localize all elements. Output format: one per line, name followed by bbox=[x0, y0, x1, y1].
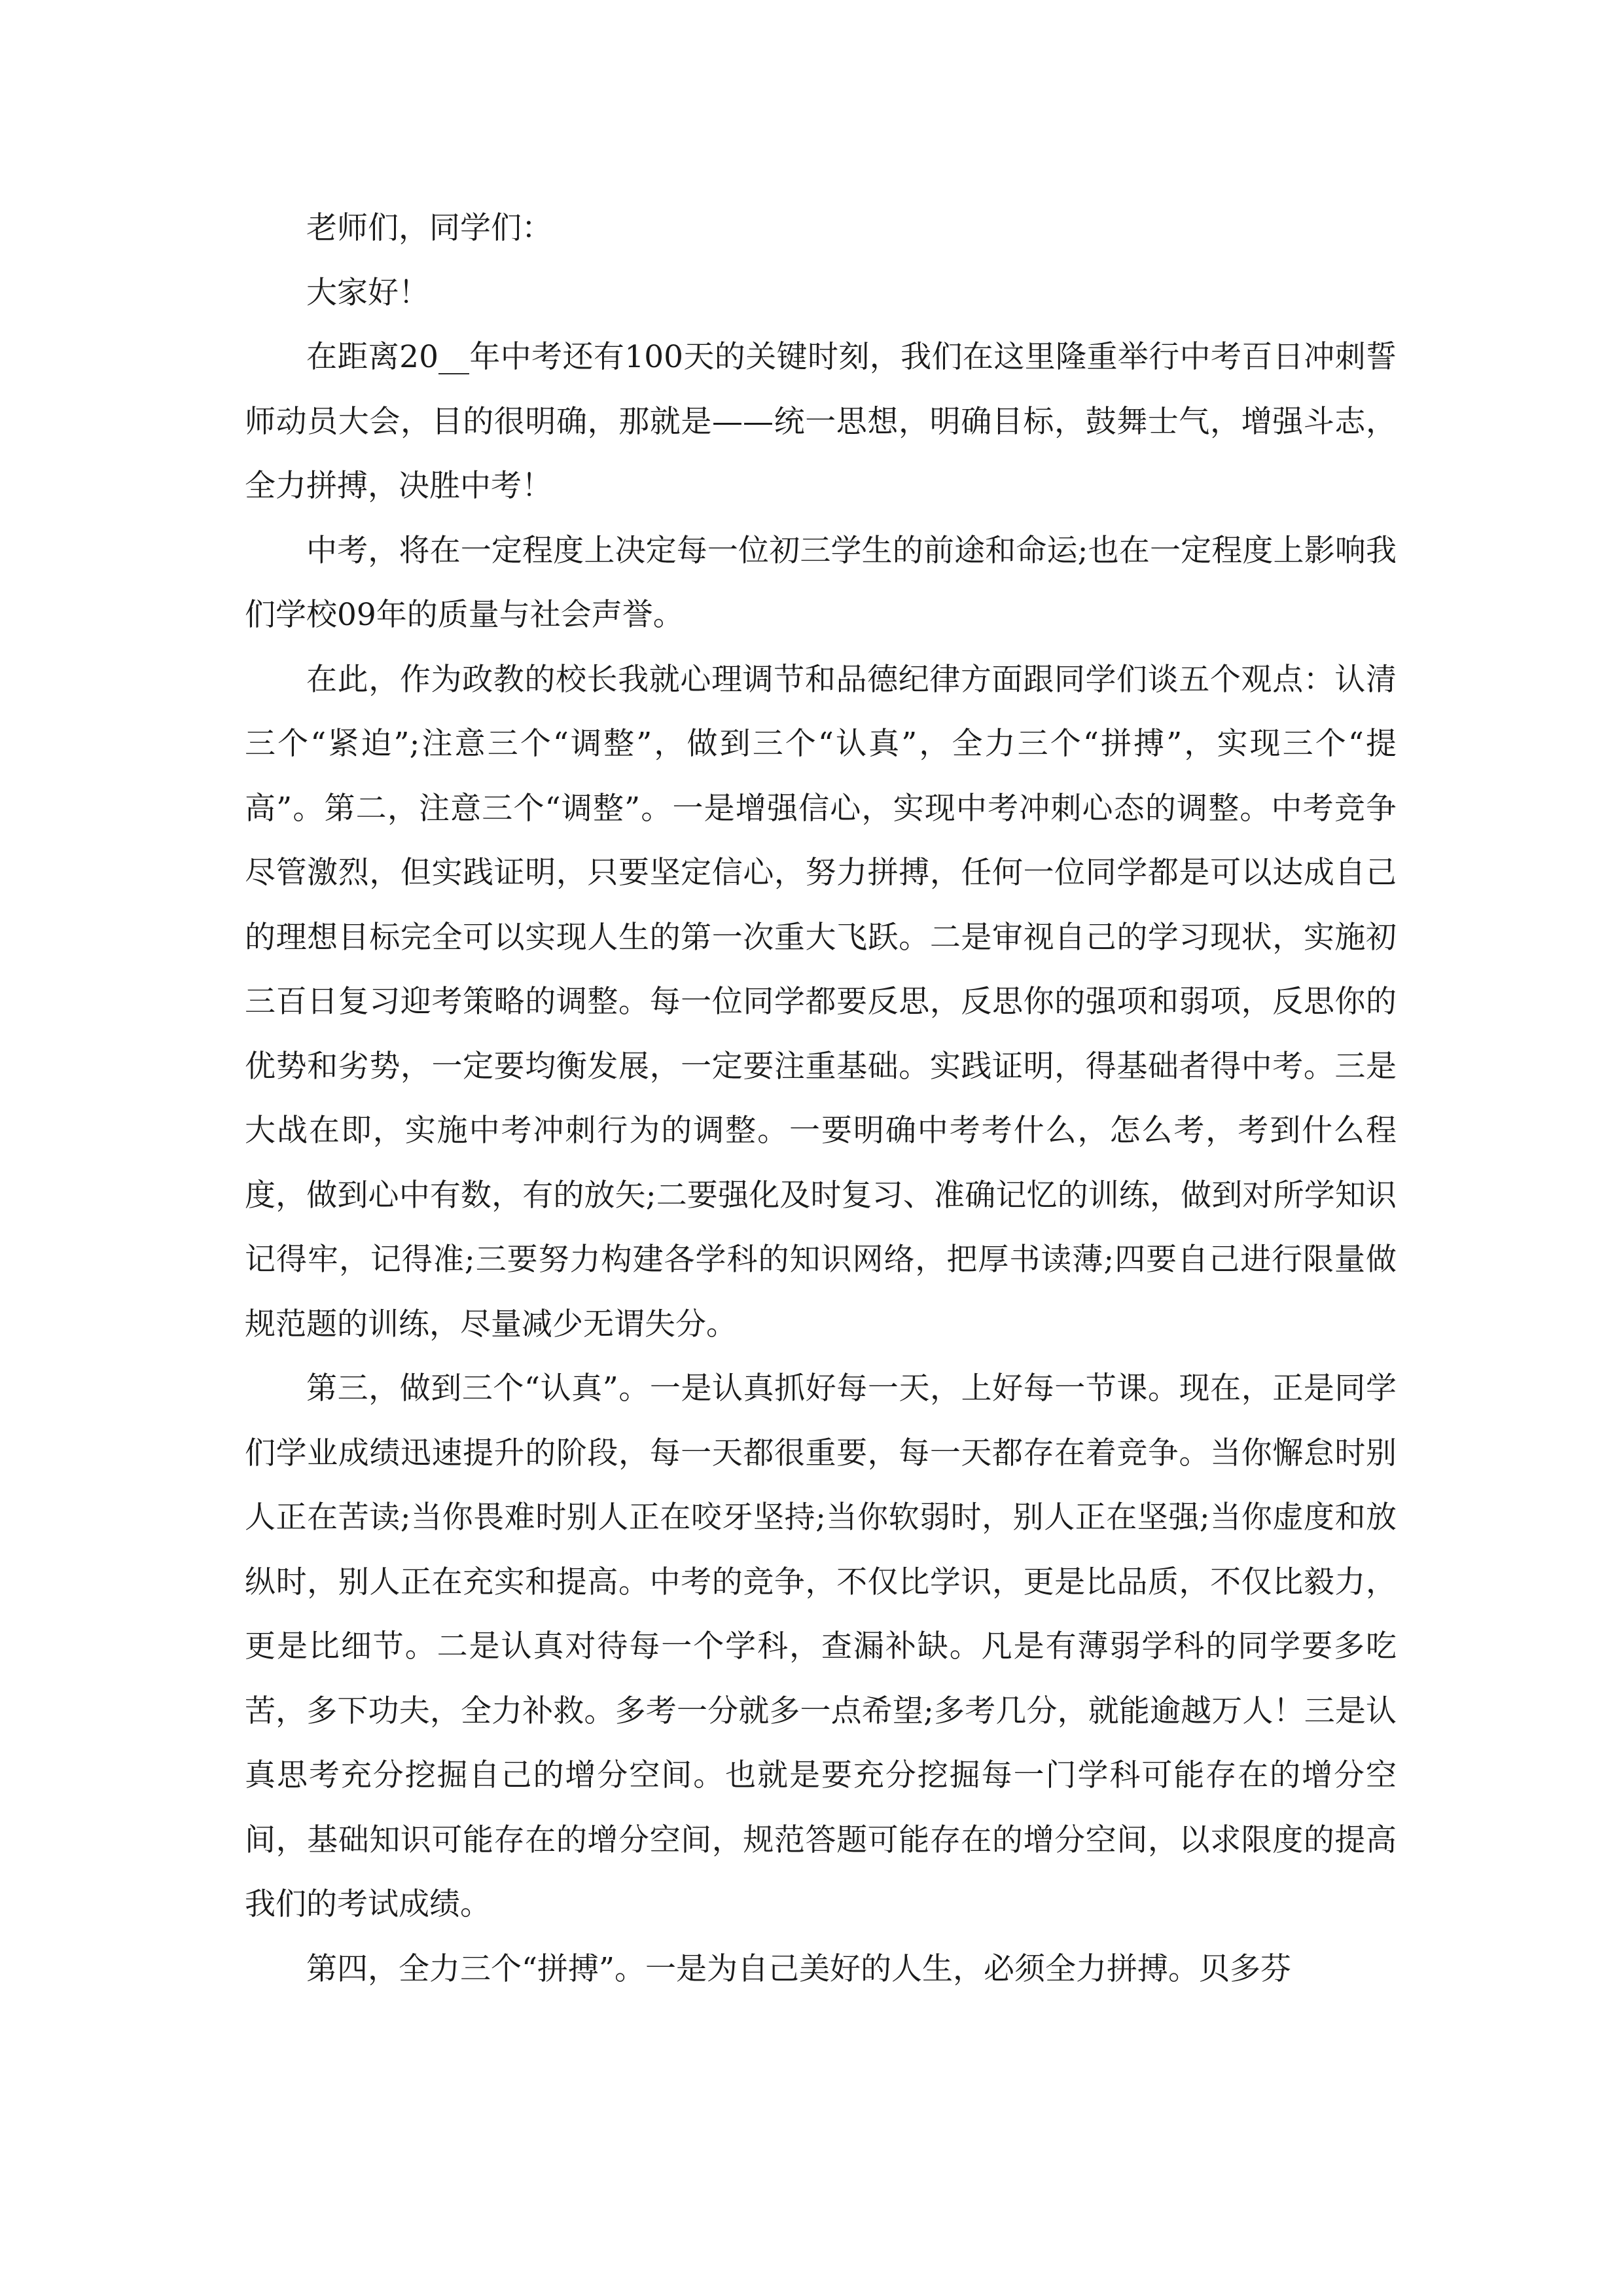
paragraph-striving: 第四，全力三个“拼搏”。一是为自己美好的人生，必须全力拼搏。贝多芬 bbox=[306, 1950, 1292, 1987]
paragraph-salutation: 老师们，同学们： bbox=[306, 210, 552, 246]
document-body bbox=[245, 196, 1397, 2001]
paragraph-adjustments: 在此，作为政教的校长我就心理调节和品德纪律方面跟同学们谈五个观点：认清三个“紧迫”;注意三个“调整”，做到三个“认真”，全力三个“拼搏”，实现三个“提高”。第二，注意三个“调整”。一是增强信心，实现中考冲刺心态的调整。中考竞争尽管激烈，但实践证明，只要坚定信心，努力拼搏，任何一位同学都是可以达成自己的理想目标完全可以实现人生的第一次重大飞跃。二是审视自己的学习现状，实施初三百日复习迎考策略的调整。每一位同学都要反思，反思你的强项和弱项，反思你的优势和劣势，一定要均衡发展，一定要注重基础。实践证明，得基础者得中考。三是大战在即，实施中考冲刺行为的调整。一要明确中考考什么，怎么考，考到什么程度，做到心中有数，有的放矢;二要强化及时复习、准确记忆的训练，做到对所学知识记得牢，记得准;三要努力构建各学科的知识网络，把厚书读薄;四要自己进行限量做规范题的训练，尽量减少无谓失分。 bbox=[245, 661, 1397, 1342]
paragraph-greeting: 大家好！ bbox=[306, 274, 429, 311]
paragraph-seriousness: 第三，做到三个“认真”。一是认真抓好每一天，上好每一节课。现在，正是同学们学业成绩迅速提升的阶段，每一天都很重要，每一天都存在着竞争。当你懈怠时别人正在苦读;当你畏难时别人正在咬牙坚持;当你软弱时，别人正在坚强;当你虚度和放纵时，别人正在充实和提高。中考的竞争，不仅比学识，更是比品质，不仅比毅力，更是比细节。二是认真对待每一个学科，查漏补缺。凡是有薄弱学科的同学要多吃苦，多下功夫，全力补救。多考一分就多一点希望;多考几分，就能逾越万人！三是认真思考充分挖掘自己的增分空间。也就是要充分挖掘每一门学科可能存在的增分空间，基础知识可能存在的增分空间，规范答题可能存在的增分空间，以求限度的提高我们的考试成绩。 bbox=[245, 1371, 1397, 1922]
paragraph-intro: 在距离20__年中考还有100天的关键时刻，我们在这里隆重举行中考百日冲刺誓师动员大会，目的很明确，那就是——统一思想，明确目标，鼓舞士气，增强斗志，全力拼搏，决胜中考！ bbox=[245, 339, 1397, 504]
paragraph-significance: 中考，将在一定程度上决定每一位初三学生的前途和命运;也在一定程度上影响我们学校09年的质量与社会声誉。 bbox=[245, 532, 1397, 633]
